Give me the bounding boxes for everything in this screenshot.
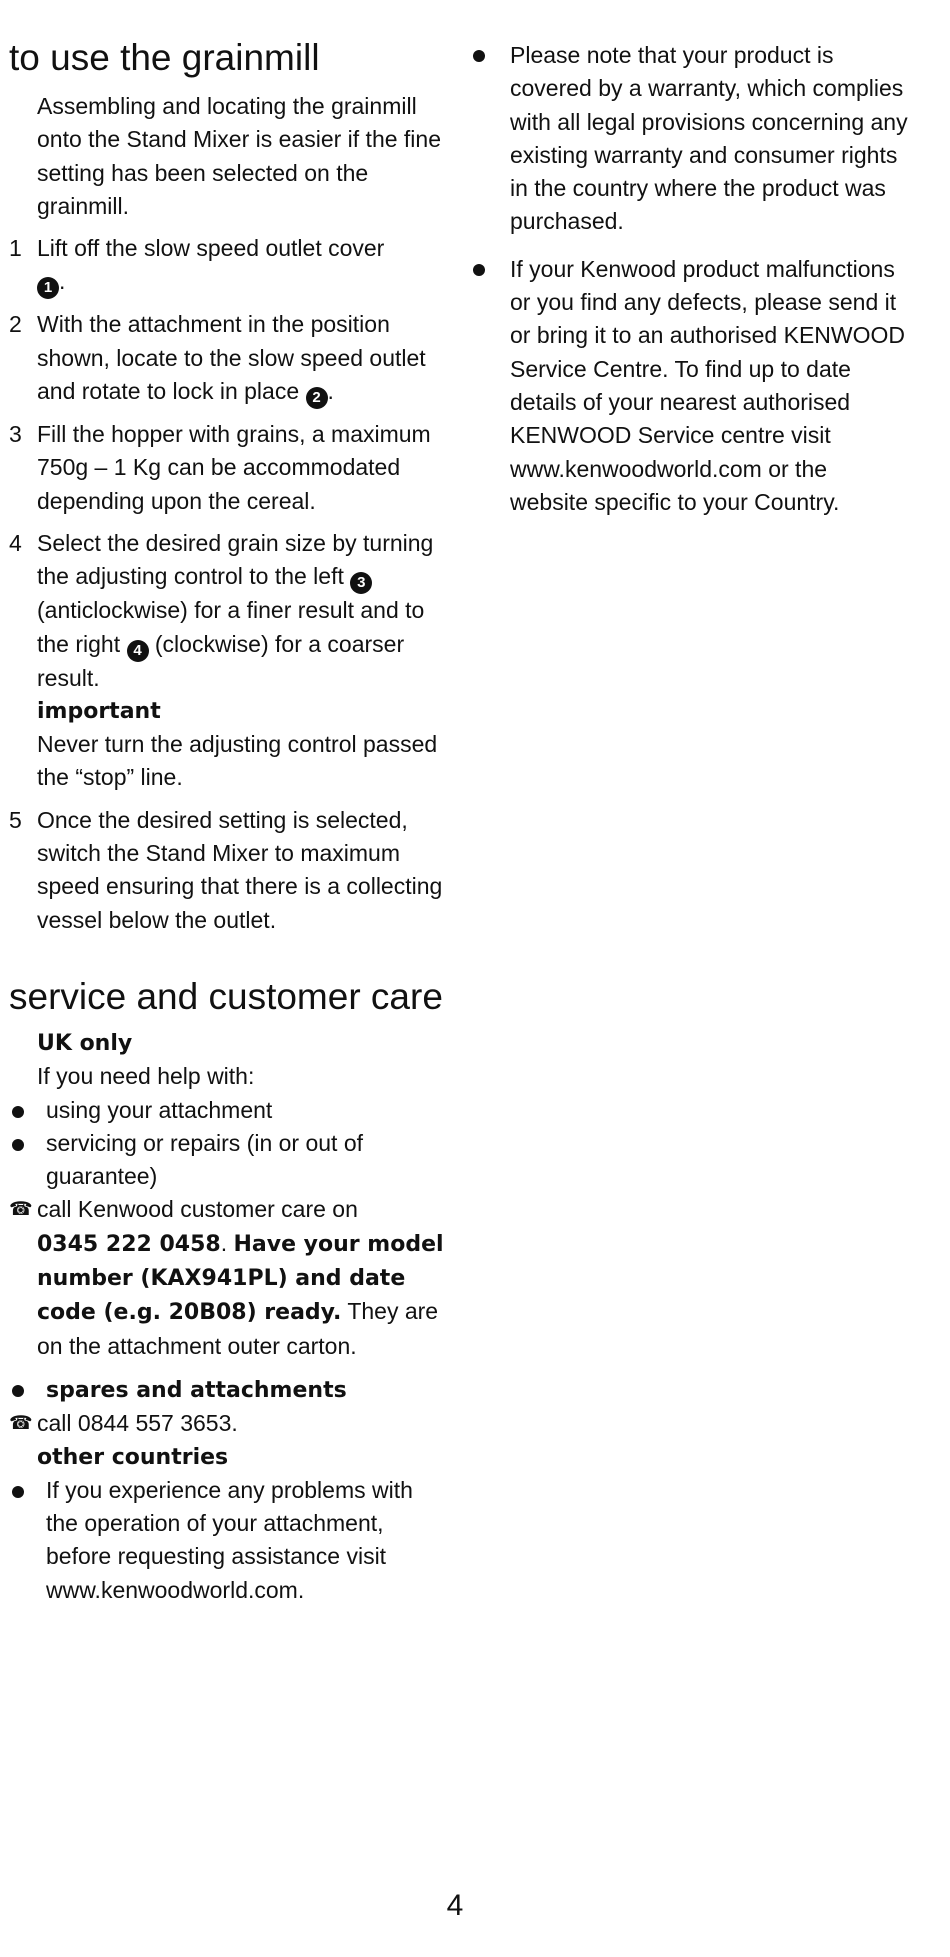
bullet-text: using your attachment	[46, 1096, 273, 1123]
warranty-text: Please note that your product is covered by a warranty, which complies with all legal provisions concerning any existing warranty and consumer rights in the country where the product was purchased.	[510, 42, 908, 235]
spares-label: spares and attachments	[46, 1377, 347, 1403]
step-5	[9, 804, 449, 937]
right-column	[470, 39, 910, 533]
step-number: 3	[9, 421, 22, 448]
customer-care-call	[9, 1193, 449, 1362]
step-number: 5	[9, 806, 22, 833]
step-text: Lift off the slow speed outlet cover	[37, 235, 385, 262]
step-text-end: .	[327, 378, 334, 405]
other-countries-bullet	[9, 1474, 449, 1607]
step-1	[9, 232, 449, 299]
bullet-icon	[12, 1106, 24, 1118]
spares-call	[9, 1407, 449, 1440]
figure-marker-4-icon: 4	[127, 640, 149, 662]
bullet-icon	[12, 1486, 24, 1498]
bullet-icon	[12, 1385, 24, 1397]
step-text: Select the desired grain size by turning the adjusting control to the left	[37, 529, 434, 590]
help-intro: If you need help with:	[37, 1063, 255, 1090]
step-text-end: (clockwise) for a coarser result.	[37, 630, 405, 691]
phone-icon: ☎	[9, 1413, 33, 1435]
model-number-text: Have your model number (KAX941PL) and date code (e.g. 20B08) ready.	[37, 1231, 444, 1326]
figure-marker-1-icon: 1	[37, 277, 59, 299]
important-label: important	[37, 698, 161, 724]
step-text: Fill the hopper with grains, a maximum 750g – 1 Kg can be accommodated depending upon the cereal.	[37, 421, 431, 514]
figure-marker-2-icon: 2	[306, 387, 328, 409]
period: .	[220, 1229, 228, 1256]
bullet-icon	[473, 50, 485, 62]
important-text: Never turn the adjusting control passed the “stop” line.	[37, 731, 438, 791]
left-column	[9, 34, 449, 1607]
help-bullet-2	[9, 1127, 449, 1194]
other-countries-text: If you experience any problems with the operation of your attachment, before requesting assistance visit www.kenwoodworld.com.	[46, 1476, 413, 1603]
call-prefix: call Kenwood customer care on	[37, 1196, 358, 1223]
warranty-bullet	[470, 39, 910, 239]
other-countries-label: other countries	[37, 1444, 229, 1470]
figure-marker-3-icon: 3	[350, 572, 372, 594]
uk-only-label: UK only	[37, 1030, 133, 1056]
service-centre-text: If your Kenwood product malfunctions or you find any defects, please send it or bring it to an authorised KENWOOD Service Centre. To find up to date details of your nearest authorised KENWOOD Service centre visit www.kenwoodworld.com or the website specific to your Country.	[510, 255, 905, 515]
bullet-icon	[12, 1139, 24, 1151]
step-number: 1	[9, 235, 22, 262]
heading-service: service and customer care	[9, 975, 443, 1017]
step-text: Once the desired setting is selected, switch the Stand Mixer to maximum speed ensuring that there is a collecting vessel below the outlet.	[37, 806, 443, 933]
help-bullet-1	[9, 1094, 449, 1127]
phone-number: 0345 222 0458	[37, 1231, 221, 1257]
phone-icon: ☎	[9, 1199, 33, 1221]
step-text-mid: (anticlockwise) for a finer result and to the right	[37, 597, 425, 657]
spares-bullet	[9, 1373, 449, 1407]
service-centre-bullet	[470, 253, 910, 519]
step-number: 2	[9, 311, 22, 338]
carton-text: They are on the attachment outer carton.	[37, 1298, 439, 1359]
step-2	[9, 308, 449, 409]
intro-paragraph: Assembling and locating the grainmill onto the Stand Mixer is easier if the fine setting has been selected on the grainmill.	[37, 93, 441, 219]
step-text-end: .	[59, 268, 66, 295]
step-4	[9, 527, 449, 795]
bullet-icon	[473, 264, 485, 276]
spares-call-text: call 0844 557 3653.	[37, 1410, 238, 1437]
heading-grainmill: to use the grainmill	[9, 37, 320, 78]
step-text: With the attachment in the position shown, locate to the slow speed outlet and rotate to lock in place	[37, 311, 426, 405]
step-number: 4	[9, 529, 22, 556]
page-number: 4	[446, 1889, 464, 1922]
bullet-text: servicing or repairs (in or out of guarantee)	[46, 1129, 364, 1190]
step-3	[9, 418, 449, 518]
